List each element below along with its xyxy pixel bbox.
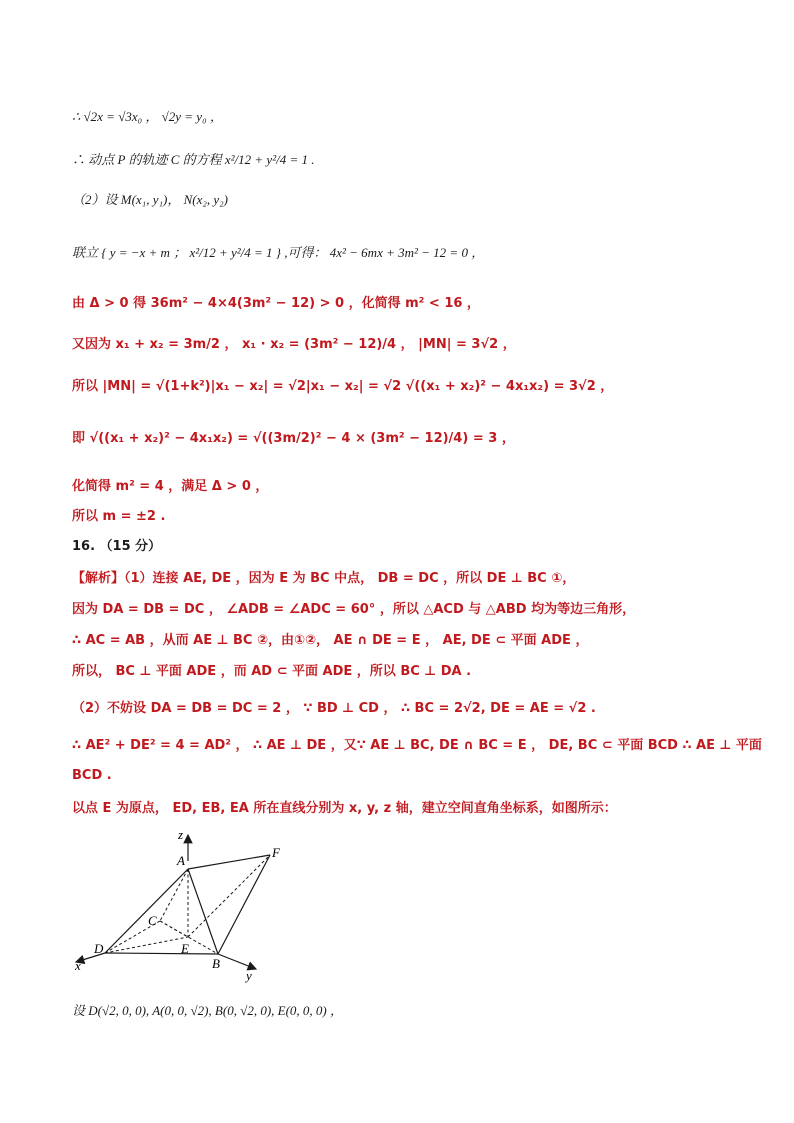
formula: （2）设 M(x₁, y₁)， N(x₂, y₂) <box>72 192 228 207</box>
label-y: y <box>246 968 252 983</box>
label-x: x <box>75 958 81 973</box>
edge-AF <box>188 855 270 869</box>
text-line <box>72 377 613 397</box>
formula: 联立 { y = −x + m ； x²/12 + y²/4 = 1 } ,可得： 4x² − 6mx + 3m² − 12 = 0 ， <box>72 245 485 260</box>
edge-CB <box>160 921 218 954</box>
label-C: C <box>148 913 157 928</box>
text-line <box>72 107 223 128</box>
question-heading <box>72 537 161 557</box>
question-number: 16. （15 分） <box>72 539 162 554</box>
formula: 设 D(√2, 0, 0), A(0, 0, √2), B(0, √2, 0), E(0, 0, 0) ， <box>72 1003 344 1018</box>
formula-red: 由 Δ > 0 得 36m² − 4×4(3m² − 12) > 0 ，化简得 m² < 16 ， <box>72 296 480 311</box>
text-line <box>72 429 515 449</box>
geometry-figure <box>60 825 320 985</box>
formula-red: 所以 |MN| = √(1+k²)|x₁ − x₂| = √2|x₁ − x₂| = √2 √((x₁ + x₂)² − 4x₁x₂) = 3√2 ， <box>72 379 614 394</box>
label-B: B <box>212 956 220 971</box>
formula-red: 化简得 m² = 4 ，满足 Δ > 0 ， <box>72 479 269 494</box>
label-D: D <box>94 941 104 956</box>
text-line <box>72 799 617 819</box>
formula-red: 又因为 x₁ + x₂ = 3m/2 ， x₁ · x₂ = (3m² − 12)/4 ， |MN| = 3√2 ， <box>72 337 516 352</box>
analysis-text: 所以， BC ⊥ 平面 ADE ，而 AD ⊂ 平面 ADE ，所以 BC ⊥ DA . <box>72 664 472 679</box>
formula-red: 即 √((x₁ + x₂)² − 4x₁x₂) = √((3m/2)² − 4 × (3m² − 12)/4) = 3 ， <box>72 431 515 446</box>
edge-DE <box>105 937 188 953</box>
text-line <box>72 294 480 314</box>
analysis-text: 以点 E 为原点， ED, EB, EA 所在直线分别为 x, y, z 轴，建立空间直角坐标系，如图所示： <box>72 801 617 816</box>
text-line <box>72 699 596 719</box>
analysis-text: ∴ AC = AB ，从而 AE ⊥ BC ②，由①②， AE ∩ DE = E ， AE, DE ⊂ 平面 ADE ， <box>72 633 589 648</box>
text-line <box>72 477 268 497</box>
analysis-text: （2）不妨设 DA = DB = DC = 2 ， ∵ BD ⊥ CD ， ∴ BC = 2√2, DE = AE = √2 . <box>72 701 596 716</box>
label-E: E <box>181 941 189 956</box>
text-line <box>72 150 314 171</box>
analysis-text: ∴ AE² + DE² = 4 = AD² ， ∴ AE ⊥ DE ，又∵ AE ⊥ BC, DE ∩ BC = E ， DE, BC ⊂ 平面 BCD ∴ AE ⊥ 平面 <box>72 738 762 753</box>
edge-DB <box>105 953 218 954</box>
edge-AC <box>160 869 188 921</box>
analysis-text: 因为 DA = DB = DC ， ∠ADB = ∠ADC = 60° ，所以 △ACD 与 △ABD 均为等边三角形， <box>72 602 636 617</box>
label-z: z <box>178 827 184 842</box>
formula: ∴ 动点 P 的轨迹 C 的方程 x²/12 + y²/4 = 1 . <box>72 152 315 167</box>
analysis-text: BCD . <box>72 768 112 783</box>
analysis-text: 【解析】（1）连接 AE, DE ，因为 E 为 BC 中点， DB = DC ，所以 DE ⊥ BC ①， <box>72 571 576 586</box>
edge-CE <box>160 921 188 937</box>
edge-AD <box>105 869 188 953</box>
text-line <box>72 507 165 527</box>
text-line <box>72 736 762 756</box>
text-line <box>72 766 112 786</box>
text-line <box>72 190 228 211</box>
formula-red: 所以 m = ±2 . <box>72 509 166 524</box>
label-A: A <box>177 853 185 868</box>
text-line <box>72 1001 343 1022</box>
formula: ∴ √2x = √3x₀ ， √2y = y₀ ， <box>72 109 223 124</box>
text-line <box>72 243 484 264</box>
text-line <box>72 569 575 589</box>
text-line <box>72 335 516 355</box>
text-line <box>72 662 471 682</box>
edge-AB <box>188 869 218 954</box>
text-line <box>72 631 588 651</box>
text-line <box>72 600 635 620</box>
edge-FB <box>218 855 270 954</box>
label-F: F <box>272 845 280 860</box>
y-axis <box>218 954 256 969</box>
